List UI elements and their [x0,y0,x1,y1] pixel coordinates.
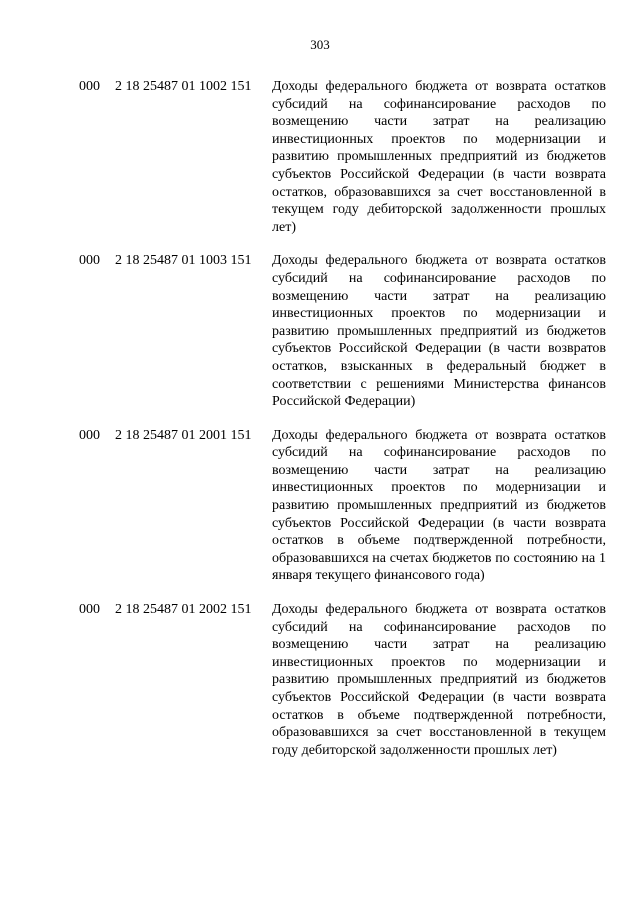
budget-classification-code: 2 18 25487 01 1002 151 [115,79,252,94]
income-description: Доходы федерального бюджета от возврата остатков субсидий на софинансирование расходов по возмещению части затрат на реализацию инвестиционных проектов по модернизации и развитию промышленных предприятий из бюджетов субъектов Российской Федерации (в части возврата остатков в объеме подтвержденной потребности, образовавшихся за счет восстановленной в текущем году дебиторской задолженности прошлых лет) [272,602,606,758]
budget-classification-code: 2 18 25487 01 2001 151 [115,427,252,443]
income-description: Доходы федерального бюджета от возврата остатков субсидий на софинансирование расходов по возмещению части затрат на реализацию инвестиционных проектов по модернизации и развитию промышленных предприятий из бюджетов субъектов Российской Федерации (в части возврата остатков в объеме подтвержденной потребности, образовавшихся на счетах бюджетов по состоянию на 1 января текущего финансового года) [272,427,606,584]
budget-classification-code: 2 18 25487 01 1003 151 [115,253,252,269]
table-row [79,78,607,236]
admin-code: 000 [79,602,100,618]
income-description: Доходы федерального бюджета от возврата остатков субсидий на софинансирование расходов по возмещению части затрат на реализацию инвестиционных проектов по модернизации и развитию промышленных предприятий из бюджетов субъектов Российской Федерации (в части возвратов остатков, взысканных в федеральный бюджет в соответствии с решениями Министерства финансов Российской Федерации) [272,253,606,410]
table-row [79,601,607,759]
table-row [79,252,607,410]
budget-codes-table [79,78,607,775]
admin-code: 000 [79,427,100,443]
admin-code: 000 [79,79,100,94]
page-number: 303 [310,37,330,52]
admin-code: 000 [79,253,100,269]
income-description: Доходы федерального бюджета от возврата остатков субсидий на софинансирование расходов по возмещению части затрат на реализацию инвестиционных проектов по модернизации и развитию промышленных предприятий из бюджетов субъектов Российской Федерации (в части возврата остатков, образовавшихся за счет восстановленной в текущем году дебиторской задолженности прошлых лет) [272,79,606,235]
budget-classification-code: 2 18 25487 01 2002 151 [115,602,252,618]
table-row [79,427,607,585]
